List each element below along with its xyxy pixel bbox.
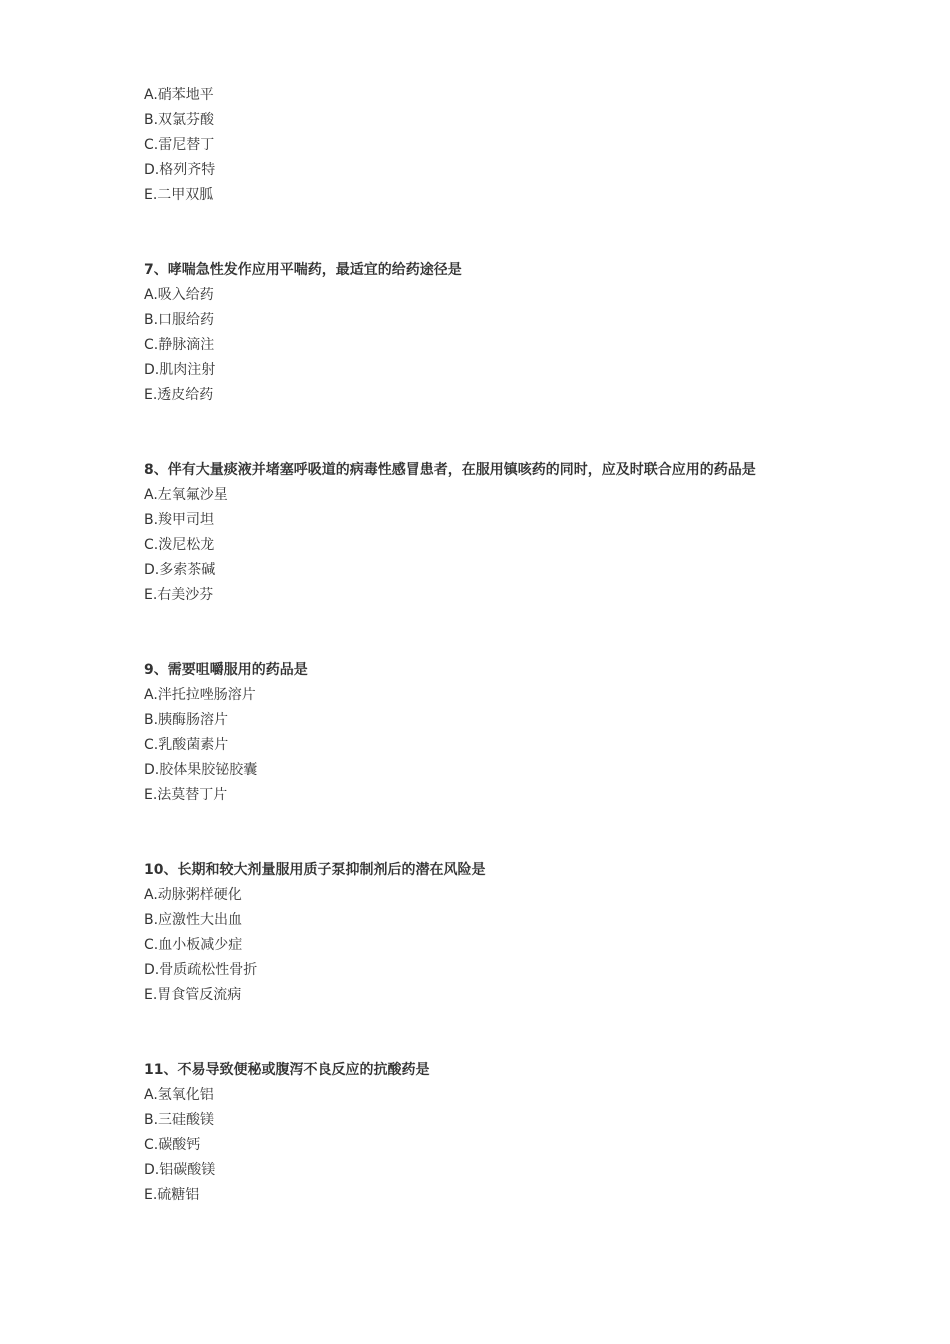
- question-title: 7、哮喘急性发作应用平喘药，最适宜的给药途径是: [144, 262, 462, 278]
- option-a: A.左氧氟沙星: [144, 487, 228, 503]
- option-d: D.肌肉注射: [144, 362, 216, 378]
- option-b: B.羧甲司坦: [144, 512, 215, 528]
- option-b: B.胰酶肠溶片: [144, 712, 229, 728]
- option-d: D.胶体果胶铋胶囊: [144, 762, 258, 778]
- option-d: D.多索茶碱: [144, 562, 216, 578]
- spacer: [144, 408, 904, 458]
- option-d: D.铝碳酸镁: [144, 1162, 216, 1178]
- option-e: E.二甲双胍: [144, 187, 214, 203]
- question-block-9: [144, 658, 904, 808]
- question-block-8: [144, 458, 904, 608]
- question-block-10: [144, 858, 904, 1008]
- question-title: 10、长期和较大剂量服用质子泵抑制剂后的潜在风险是: [144, 862, 486, 878]
- option-c: C.血小板减少症: [144, 937, 243, 953]
- option-e: E.胃食管反流病: [144, 987, 242, 1003]
- option-c: C.碳酸钙: [144, 1137, 201, 1153]
- option-e: E.法莫替丁片: [144, 787, 228, 803]
- option-e: E.右美沙芬: [144, 587, 214, 603]
- question-block-7: [144, 258, 904, 408]
- option-c: C.雷尼替丁: [144, 137, 215, 153]
- spacer: [144, 608, 904, 658]
- option-b: B.三硅酸镁: [144, 1112, 215, 1128]
- option-a: A.泮托拉唑肠溶片: [144, 687, 256, 703]
- option-d: D.骨质疏松性骨折: [144, 962, 258, 978]
- question-title: 9、需要咀嚼服用的药品是: [144, 662, 308, 678]
- question-title: 11、不易导致便秘或腹泻不良反应的抗酸药是: [144, 1062, 430, 1078]
- option-e: E.透皮给药: [144, 387, 214, 403]
- question-title: 8、伴有大量痰液并堵塞呼吸道的病毒性感冒患者，在服用镇咳药的同时，应及时联合应用的药品是: [144, 462, 756, 478]
- spacer: [144, 808, 904, 858]
- option-d: D.格列齐特: [144, 162, 216, 178]
- option-e: E.硫糖铝: [144, 1187, 200, 1203]
- spacer: [144, 208, 904, 258]
- spacer: [144, 1008, 904, 1058]
- document-page: [144, 83, 904, 1208]
- question-block-11: [144, 1058, 904, 1208]
- option-b: B.应激性大出血: [144, 912, 243, 928]
- option-a: A.硝苯地平: [144, 87, 214, 103]
- option-b: B.双氯芬酸: [144, 112, 215, 128]
- option-c: C.静脉滴注: [144, 337, 215, 353]
- option-a: A.动脉粥样硬化: [144, 887, 242, 903]
- option-b: B.口服给药: [144, 312, 215, 328]
- option-c: C.乳酸菌素片: [144, 737, 229, 753]
- option-a: A.吸入给药: [144, 287, 214, 303]
- question-block-continued: [144, 83, 904, 208]
- option-c: C.泼尼松龙: [144, 537, 215, 553]
- option-a: A.氢氧化铝: [144, 1087, 214, 1103]
